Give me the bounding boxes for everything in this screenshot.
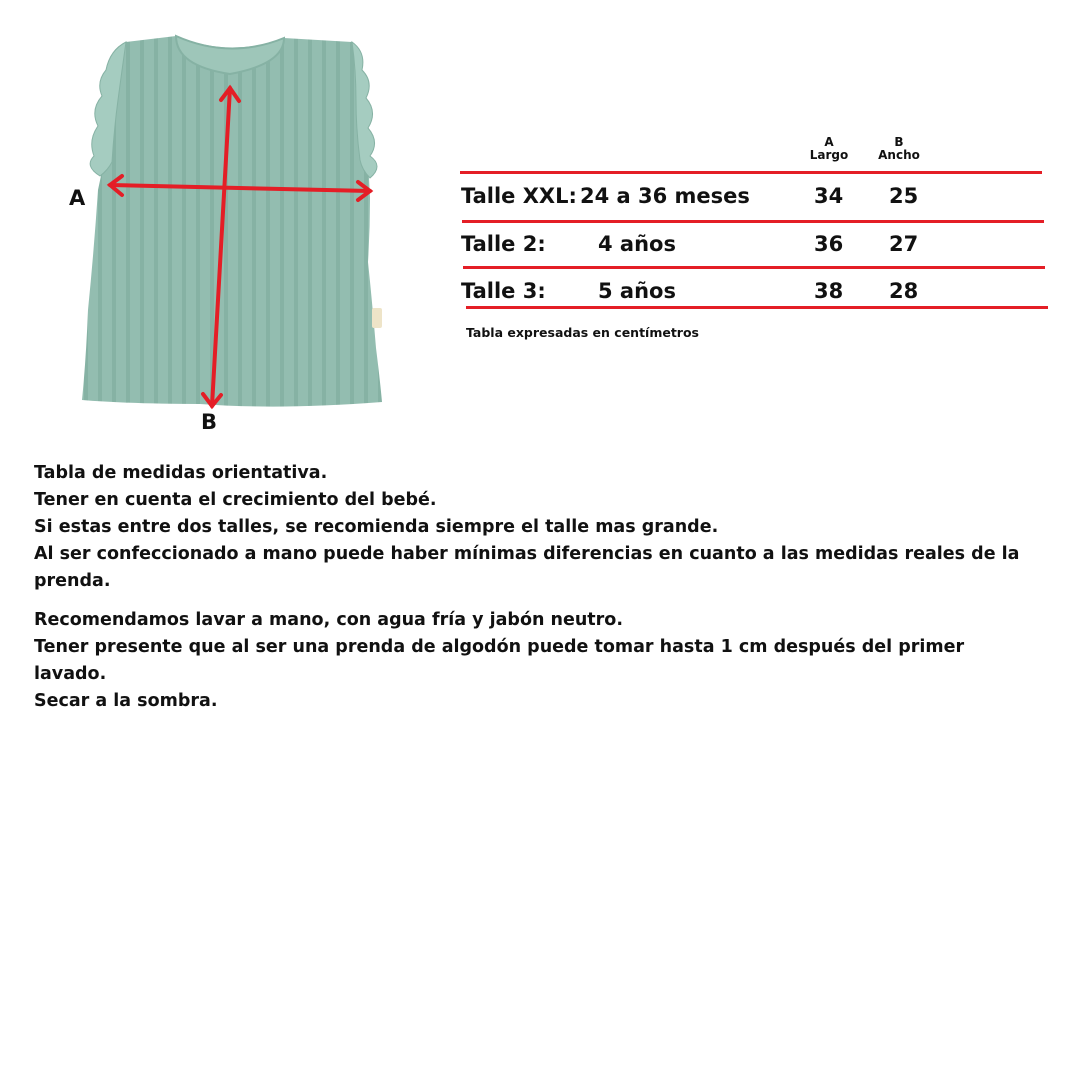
- garment-diagram: [70, 30, 400, 450]
- size-table: [458, 130, 1048, 350]
- row-largo-value: 38: [814, 279, 844, 303]
- table-rule: [460, 171, 1042, 174]
- column-name: Ancho: [878, 148, 920, 162]
- table-rule: [462, 220, 1044, 223]
- note-line: Si estas entre dos talles, se recomienda siempre el talle mas grande.: [34, 517, 719, 537]
- note-line: Secar a la sombra.: [34, 691, 218, 711]
- row-age: 4 años: [598, 232, 676, 256]
- row-ancho-value: 25: [889, 184, 919, 208]
- garment-illustration: [70, 30, 400, 450]
- dimension-label-b: B: [201, 410, 218, 434]
- row-age: 24 a 36 meses: [580, 184, 750, 208]
- column-name: Largo: [809, 148, 849, 162]
- table-rule: [463, 266, 1045, 269]
- row-size: Talle XXL:: [461, 184, 577, 208]
- table-rule: [466, 306, 1048, 309]
- row-size: Talle 2:: [461, 232, 546, 256]
- row-ancho-value: 27: [889, 232, 919, 256]
- note-line: Tabla de medidas orientativa.: [34, 463, 328, 483]
- dimension-label-a: A: [69, 186, 86, 210]
- column-letter: B: [894, 135, 904, 149]
- row-age: 5 años: [598, 279, 676, 303]
- garment-tag: [372, 308, 382, 328]
- row-ancho-value: 28: [889, 279, 919, 303]
- column-letter: A: [824, 135, 834, 149]
- row-largo-value: 34: [814, 184, 844, 208]
- note-line: Tener en cuenta el crecimiento del bebé.: [34, 490, 437, 510]
- column-header-ancho: [869, 136, 929, 162]
- sizing-notes: [34, 460, 1034, 595]
- column-header-largo: [799, 136, 859, 162]
- note-line: Recomendamos lavar a mano, con agua fría y jabón neutro.: [34, 610, 623, 630]
- row-size: Talle 3:: [461, 279, 546, 303]
- care-notes: [34, 607, 1034, 715]
- table-units-note: Tabla expresadas en centímetros: [466, 325, 699, 340]
- row-largo-value: 36: [814, 232, 844, 256]
- note-line: Al ser confeccionado a mano puede haber mínimas diferencias en cuanto a las medidas reales de la prenda.: [34, 544, 1020, 591]
- note-line: Tener presente que al ser una prenda de algodón puede tomar hasta 1 cm después del primer lavado.: [34, 637, 965, 684]
